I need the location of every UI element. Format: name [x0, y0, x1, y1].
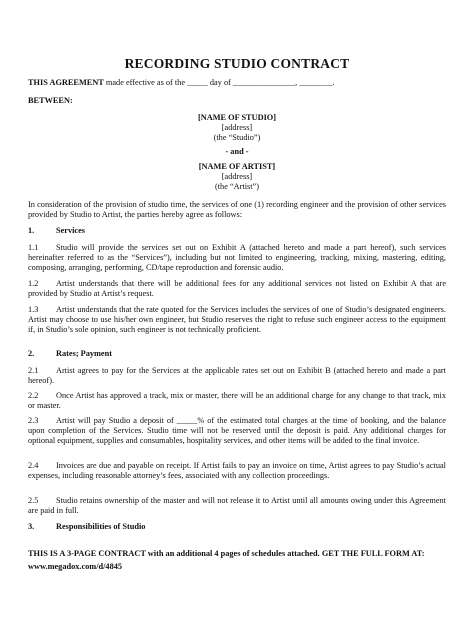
section-3-number: 3.: [28, 522, 35, 531]
studio-address: [address]: [221, 123, 253, 132]
artist-alias: (the “Artist”): [214, 182, 259, 191]
clause-text: Once Artist has approved a track, mix or master, there will be an additional charge for any change to that track, mix or master.: [28, 391, 446, 411]
full-form-link[interactable]: www.megadox.com/d/4845: [28, 562, 123, 571]
clause-text: Artist will pay Studio a deposit of _____% of the estimated total charges at the time of booking, and the balance upon completion of the Services. Studio time will not be reserved until the deposit is paid. Any additional charges for optional equipment, supplies and consumables, hospitality services, and other items will be added to the final invoice.: [28, 416, 446, 446]
clause-text: Invoices are due and payable on receipt. If Artist fails to pay an invoice on time, Artist agrees to pay Studio’s actual expenses, including reasonable attorney’s fees, associated with any collection proceedings.: [28, 461, 446, 481]
document-title: RECORDING STUDIO CONTRACT: [124, 56, 350, 71]
section-1-heading: [28, 226, 446, 236]
section-2-heading: [28, 349, 446, 359]
studio-name: [NAME OF STUDIO]: [197, 113, 277, 122]
artist-address: [address]: [221, 172, 253, 181]
clause-text: Artist understands that the rate quoted for the Services includes the services of one of Studio’s designated engineers. Artist may choose to use his/her own engineer, but Studio reserves the right to refuse such engineer access to the equipment if, in Studio’s sole opinion, such engineer is not technically proficient.: [28, 305, 446, 335]
clause-number: 2.2: [28, 391, 39, 400]
section-1-title: Services: [56, 226, 86, 235]
clause-1-1: [28, 243, 446, 274]
clause-2-5: [28, 496, 446, 516]
clause-number: 2.3: [28, 416, 39, 425]
clause-number: 2.1: [28, 366, 39, 375]
clause-2-1: [28, 366, 446, 386]
clause-2-2: [28, 391, 446, 411]
section-2-number: 2.: [28, 349, 35, 358]
clause-text: Artist understands that there will be additional fees for any additional services not listed on Exhibit A that are provided by Studio at Artist’s request.: [28, 279, 446, 299]
clause-number: 1.1: [28, 243, 39, 252]
agreement-lead: THIS AGREEMENT: [28, 78, 104, 87]
clause-text: Studio retains ownership of the master and will not release it to Artist until all amounts owing under this Agreement are paid in full.: [28, 496, 446, 516]
and-separator: - and -: [225, 147, 249, 156]
studio-alias: (the “Studio”): [213, 133, 261, 142]
agreement-line: [28, 78, 446, 88]
clause-2-4: [28, 461, 446, 481]
clause-1-3: [28, 305, 446, 336]
clause-number: 2.4: [28, 461, 39, 470]
clause-text: Studio will provide the services set out on Exhibit A (attached hereto and made a part hereof), such services hereinafter referred to as the “Services”), including but not limited to engineering, tracking, mixing, mastering, editing, composing, arranging, performing, CD/tape reproduction and forensic audio.: [28, 243, 446, 273]
section-1-number: 1.: [28, 226, 35, 235]
section-3-heading: [28, 522, 446, 532]
clause-1-2: [28, 279, 446, 299]
between-label: BETWEEN:: [28, 96, 73, 105]
clause-2-3: [28, 416, 446, 447]
clause-number: 1.2: [28, 279, 39, 288]
artist-name: [NAME OF ARTIST]: [198, 162, 276, 171]
agreement-rest: made effective as of the _____ day of _______________, ________.: [103, 78, 335, 87]
clause-number: 2.5: [28, 496, 39, 505]
section-2-title: Rates; Payment: [56, 349, 112, 358]
clause-text: Artist agrees to pay for the Services at the applicable rates set out on Exhibit B (attached hereto and made a part hereof).: [28, 366, 446, 386]
intro-paragraph: In consideration of the provision of studio time, the services of one (1) recording engineer and the provision of other services provided by Studio to Artist, the parties hereby agree as follows:: [28, 200, 446, 220]
full-form-notice: THIS IS A 3-PAGE CONTRACT with an additional 4 pages of schedules attached. GET THE FULL FORM AT:: [28, 549, 425, 558]
section-3-title: Responsibilities of Studio: [56, 522, 146, 531]
clause-number: 1.3: [28, 305, 39, 314]
